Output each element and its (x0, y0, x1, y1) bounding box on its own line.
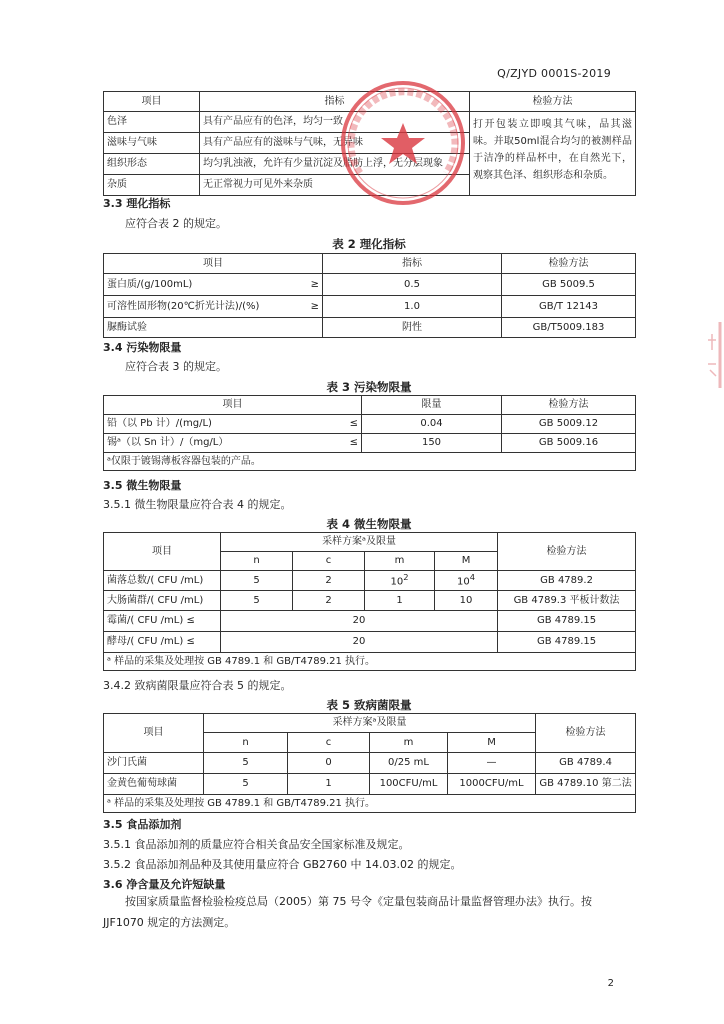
table-cell (365, 571, 435, 591)
section-3-5-2-additive-text: 3.5.2 食品添加剂品种及其使用量应符合 GB2760 中 14.03.02 的规定。 (103, 858, 462, 871)
table2-caption: 表 2 理化指标 (332, 237, 406, 251)
table-cell: 0/25 mL (370, 753, 448, 774)
table-cell: GB 5009.16 (502, 434, 636, 453)
table-cell: 5 (221, 571, 293, 591)
table-cell: 具有产品应有的滋味与气味，无异味 (200, 133, 470, 154)
header-indicator: 指标 (200, 92, 470, 112)
table4 (103, 532, 636, 671)
table-cell: 可溶性固形物(20℃折光计法)/(%) (104, 296, 297, 318)
table-cell: 1000CFU/mL (448, 774, 536, 795)
section-3-5-1-text: 3.5.1 微生物限量应符合表 4 的规定。 (103, 498, 292, 511)
section-3-4-title: 3.4 污染物限量 (103, 341, 182, 354)
table-cell (435, 571, 498, 591)
header-item: 项目 (104, 92, 200, 112)
table-cell: ≥ (297, 296, 323, 318)
value-base: 10 (457, 576, 470, 588)
table-cell: 霉菌/( CFU /mL) ≤ (104, 611, 221, 632)
table-cell: 阴性 (323, 318, 502, 338)
table-cell: ≤ (304, 415, 362, 434)
section-3-6-title: 3.6 净含量及允许短缺量 (103, 878, 226, 891)
table5 (103, 713, 636, 813)
table-cell: ≥ (297, 274, 323, 296)
table-cell: GB 4789.3 平板计数法 (498, 591, 636, 611)
table-cell: 组织形态 (104, 154, 200, 175)
table2 (103, 253, 636, 338)
table-cell: 蛋白质/(g/100mL) (104, 274, 297, 296)
header-m: m (365, 552, 435, 571)
table-cell: 沙门氏菌 (104, 753, 204, 774)
table-cell: 酵母/( CFU /mL) ≤ (104, 632, 221, 653)
table-note: ᵃ 样品的采集及处理按 GB 4789.1 和 GB/T4789.21 执行。 (104, 653, 636, 671)
table-cell: 20 (221, 611, 498, 632)
table-cell: GB 4789.10 第二法 (536, 774, 636, 795)
table-cell: 色泽 (104, 112, 200, 133)
section-3-4-text: 应符合表 3 的规定。 (125, 360, 227, 373)
table-cell: — (448, 753, 536, 774)
edge-seal-fragment-icon (704, 320, 722, 390)
header-method: 检验方法 (502, 254, 636, 274)
table-cell: GB 4789.4 (536, 753, 636, 774)
table-cell: GB 4789.15 (498, 632, 636, 653)
table-cell: 0.04 (362, 415, 502, 434)
header-item: 项目 (104, 533, 221, 571)
table-cell: 滋味与气味 (104, 133, 200, 154)
section-food-additives-title: 3.5 食品添加剂 (103, 818, 182, 831)
header-limit: 限量 (362, 396, 502, 415)
table-cell: 5 (204, 774, 288, 795)
section-3-6-text: 按国家质量监督检验检疫总局（2005）第 75 号令《定量包装商品计量监督管理办法》执行。按 JJF1070 规定的方法测定。 (103, 895, 592, 929)
header-m: m (370, 733, 448, 753)
table-cell: 5 (204, 753, 288, 774)
table-cell: GB/T 12143 (502, 296, 636, 318)
table-cell: 2 (293, 571, 365, 591)
table-cell: 20 (221, 632, 498, 653)
table3-caption: 表 3 污染物限量 (326, 380, 412, 394)
table-cell: 0.5 (323, 274, 502, 296)
table-cell: 1.0 (323, 296, 502, 318)
table5-caption: 表 5 致病菌限量 (326, 698, 412, 712)
header-method: 检验方法 (498, 533, 636, 571)
table-note: ᵃ 样品的采集及处理按 GB 4789.1 和 GB/T4789.21 执行。 (104, 795, 636, 813)
header-method: 检验方法 (536, 714, 636, 753)
header-c: c (288, 733, 370, 753)
table-cell: ≤ (304, 434, 362, 453)
header-item: 项目 (104, 396, 362, 415)
table-cell: 100CFU/mL (370, 774, 448, 795)
section-3-3-text: 应符合表 2 的规定。 (125, 217, 227, 230)
header-plan: 采样方案ᵃ及限量 (204, 714, 536, 733)
table-cell: GB 5009.12 (502, 415, 636, 434)
document-code: Q/ZJYD 0001S-2019 (497, 67, 611, 80)
table-cell: 1 (288, 774, 370, 795)
header-item: 项目 (104, 254, 323, 274)
table-cell: 菌落总数/( CFU /mL) (104, 571, 221, 591)
table-cell: 2 (293, 591, 365, 611)
table-cell: 10 (435, 591, 498, 611)
method-cell: 打开包装立即嗅其气味，品其滋味。并取50ml混合均匀的被测样品于洁净的样品杯中，在自然光下，观察其色泽、组织形态和杂质。 (470, 112, 636, 196)
section-3-3-title: 3.3 理化指标 (103, 197, 171, 210)
table-cell: 5 (221, 591, 293, 611)
value-exponent: 2 (403, 572, 409, 583)
value-exponent: 4 (469, 572, 476, 583)
header-n: n (204, 733, 288, 753)
official-seal-icon (338, 78, 468, 208)
header-item: 项目 (104, 714, 204, 753)
header-indicator: 指标 (323, 254, 502, 274)
table-cell: 150 (362, 434, 502, 453)
table-cell: 1 (365, 591, 435, 611)
table-cell: 均匀乳浊液，允许有少量沉淀及脂肪上浮，无分层现象 (200, 154, 470, 175)
header-M: M (435, 552, 498, 571)
header-plan: 采样方案ᵃ及限量 (221, 533, 498, 552)
header-M: M (448, 733, 536, 753)
table3 (103, 395, 636, 471)
section-3-4-2-text: 3.4.2 致病菌限量应符合表 5 的规定。 (103, 679, 292, 692)
page-number: 2 (607, 978, 614, 989)
table4-caption: 表 4 微生物限量 (326, 517, 412, 531)
table-cell: GB 4789.2 (498, 571, 636, 591)
table-cell: 金黄色葡萄球菌 (104, 774, 204, 795)
table-cell: GB/T5009.183 (502, 318, 636, 338)
header-c: c (293, 552, 365, 571)
table-cell: 无正常视力可见外来杂质 (200, 175, 470, 196)
header-method: 检验方法 (502, 396, 636, 415)
section-3-5-title: 3.5 微生物限量 (103, 479, 182, 492)
table-cell: 具有产品应有的色泽，均匀一致 (200, 112, 470, 133)
table-cell: 脲酶试验 (104, 318, 323, 338)
section-3-5-1-additive-text: 3.5.1 食品添加剂的质量应符合相关食品安全国家标准及规定。 (103, 838, 410, 851)
table-cell: 杂质 (104, 175, 200, 196)
table-cell: 0 (288, 753, 370, 774)
table-cell: GB 5009.5 (502, 274, 636, 296)
table-cell: 铅（以 Pb 计）/(mg/L) (104, 415, 304, 434)
table-cell: 锡ᵃ（以 Sn 计）/（mg/L） (104, 434, 304, 453)
table-cell: 大肠菌群/( CFU /mL) (104, 591, 221, 611)
header-method: 检验方法 (470, 92, 636, 112)
table-note: ᵃ仅限于镀锡薄板容器包装的产品。 (104, 453, 636, 471)
table-cell: GB 4789.15 (498, 611, 636, 632)
value-base: 10 (390, 576, 404, 588)
header-n: n (221, 552, 293, 571)
